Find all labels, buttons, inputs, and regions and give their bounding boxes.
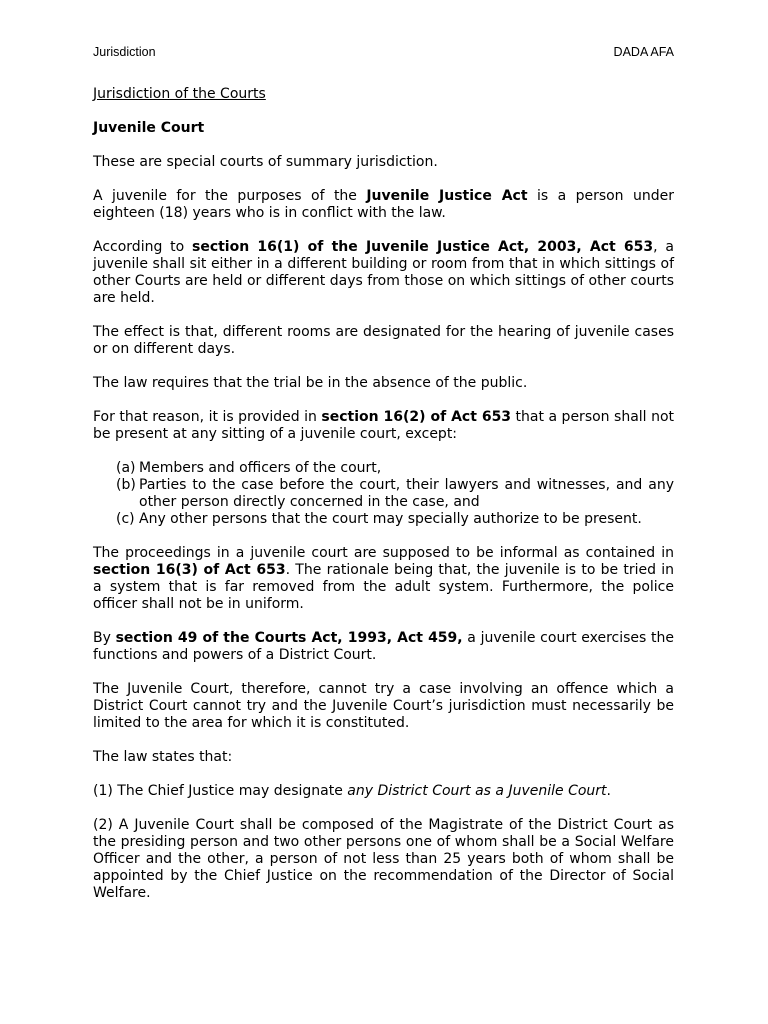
p3-text-c: , a juvenile shall sit either in a different building or room from that in which sittings of other Courts are held or different days from those on which sittings of other courts are held. <box>93 239 674 306</box>
list-item-text: Members and officers of the court, <box>139 460 382 476</box>
page-header <box>93 45 674 61</box>
exceptions-list <box>93 460 674 528</box>
section-heading <box>93 120 674 137</box>
list-marker: (c) <box>116 511 135 527</box>
paragraph-8 <box>93 630 674 664</box>
list-item <box>116 477 674 511</box>
list-item <box>116 511 674 528</box>
p8-text-c: a juvenile court exercises the functions and powers of a District Court. <box>93 630 674 663</box>
p8-text-a: By <box>93 630 116 646</box>
header-left-text: Jurisdiction <box>93 45 156 59</box>
paragraph-5: The law requires that the trial be in the absence of the public. <box>93 375 528 391</box>
document-title-text: Jurisdiction of the Courts <box>93 86 266 102</box>
p11-text-c: . <box>606 783 611 799</box>
document-body <box>93 86 674 919</box>
paragraph-11 <box>93 783 674 800</box>
p7-text-a: The proceedings in a juvenile court are supposed to be informal as contained in <box>93 545 674 561</box>
list-marker: (b) <box>116 477 136 493</box>
document-title <box>93 86 674 103</box>
p3-text-a: According to <box>93 239 192 255</box>
section-heading-text: Juvenile Court <box>93 120 205 136</box>
paragraph-2 <box>93 188 674 222</box>
paragraph-4: The effect is that, different rooms are designated for the hearing of juvenile cases or on different days. <box>93 324 674 357</box>
p2-text-a: A juvenile for the purposes of the <box>93 188 367 204</box>
p6-text-a: For that reason, it is provided in <box>93 409 322 425</box>
paragraph-9: The Juvenile Court, therefore, cannot try a case involving an offence which a District Court cannot try and the Juvenile Court’s jurisdiction must necessarily be limited to the area for which it is constituted. <box>93 681 674 731</box>
list-item <box>116 460 674 477</box>
p11-text-a: (1) The Chief Justice may designate <box>93 783 348 799</box>
paragraph-7 <box>93 545 674 613</box>
list-marker: (a) <box>116 460 136 476</box>
paragraph-6 <box>93 409 674 443</box>
p11-italic: any District Court as a Juvenile Court <box>347 783 607 799</box>
p2-bold: Juvenile Justice Act <box>366 188 528 204</box>
p8-bold: section 49 of the Courts Act, 1993, Act 459, <box>115 630 463 646</box>
p7-text-c: . The rationale being that, the juvenile is to be tried in a system that is far removed from the adult system. Furthermore, the police officer shall not be in uniform. <box>93 562 674 612</box>
list-item-text: Any other persons that the court may specially authorize to be present. <box>139 511 642 527</box>
p2-text-c: is a person under eighteen (18) years who is in conflict with the law. <box>93 188 674 221</box>
p7-bold: section 16(3) of Act 653 <box>93 562 286 578</box>
header-right-text: DADA AFA <box>613 45 674 59</box>
p6-text-c: that a person shall not be present at any sitting of a juvenile court, except: <box>93 409 674 442</box>
p3-bold: section 16(1) of the Juvenile Justice Act, 2003, Act 653 <box>191 239 654 255</box>
paragraph-12: (2) A Juvenile Court shall be composed of the Magistrate of the District Court as the presiding person and two other persons one of whom shall be a Social Welfare Officer and the other, a person of not less than 25 years both of whom shall be appointed by the Chief Justice on the recommendation of the Director of Social Welfare. <box>93 817 674 901</box>
list-item-text: Parties to the case before the court, their lawyers and witnesses, and any other person directly concerned in the case, and <box>139 477 674 510</box>
paragraph-3 <box>93 239 674 307</box>
p6-bold: section 16(2) of Act 653 <box>321 409 512 425</box>
paragraph-10: The law states that: <box>93 749 233 765</box>
paragraph-1: These are special courts of summary jurisdiction. <box>93 154 438 170</box>
